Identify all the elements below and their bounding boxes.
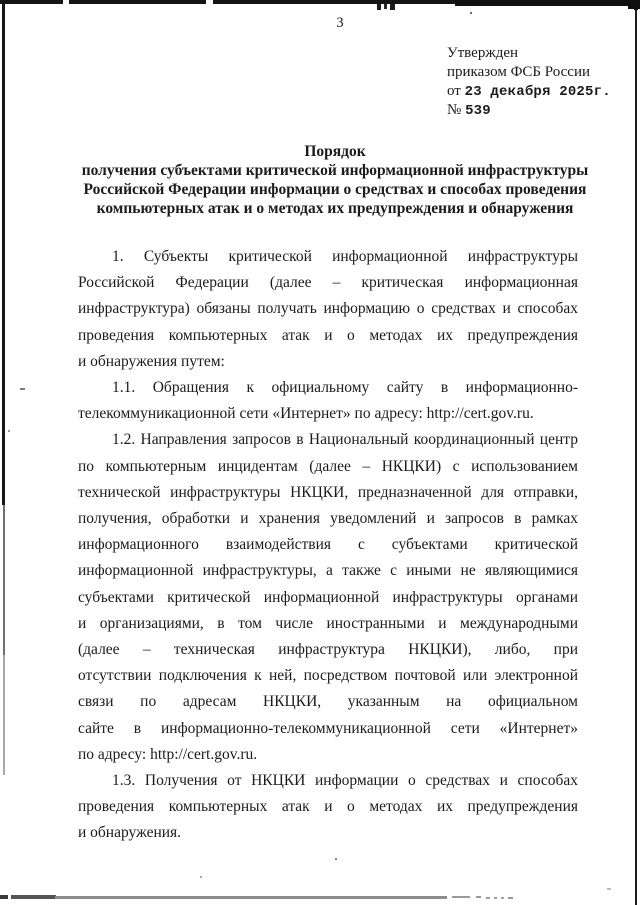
- scan-edge-top-thick: [455, 0, 640, 6]
- approval-line-date: [447, 82, 611, 102]
- scan-edge-notch: [206, 0, 213, 4]
- paragraph-line: 1.3. Получения от НКЦКИ информации о средствах и способах: [112, 772, 578, 790]
- scan-speck: [20, 388, 25, 390]
- title-line: компьютерных атак и о методах их предупреждения и обнаружения: [96, 199, 574, 217]
- scan-edge-bottom-dash: [494, 897, 497, 899]
- scan-speck: [335, 858, 337, 860]
- paragraph-line: телекоммуникационной сети «Интернет» по адресу: http://cert.gov.ru.: [78, 405, 534, 423]
- paragraph-line: информационной инфраструктуры, а также с иными не являющимися: [78, 562, 578, 580]
- scan-edge-tick: [390, 4, 395, 10]
- scan-speck: [8, 430, 10, 432]
- scan-edge-bottom-dash: [486, 897, 490, 899]
- paragraph-line: получения, обработки и хранения уведомлений и запросов в рамках: [78, 510, 578, 528]
- paragraph-line: технической инфраструктуры НКЦКИ, предназначенной для отправки,: [78, 483, 578, 501]
- scan-edge-tick: [377, 4, 381, 10]
- paragraph-line: Российской Федерации (далее – критическая информационная: [78, 274, 578, 292]
- title-line: получения субъектами критической информационной инфраструктуры: [81, 161, 589, 179]
- page-number: 3: [336, 15, 344, 31]
- scan-edge-bottom-dash: [476, 896, 481, 898]
- scan-edge-bottom-dash: [501, 897, 504, 899]
- paragraph-line: субъектами критической информационной инфраструктуры органами: [78, 588, 578, 606]
- paragraph-line: 1.1. Обращения к официальному сайту в информационно-: [112, 379, 578, 397]
- paragraph-line: 1. Субъекты критической информационной инфраструктуры: [112, 248, 578, 265]
- paragraph-line: проведения компьютерных атак и о методах их предупреждения: [78, 326, 578, 344]
- scan-speck: [470, 12, 472, 14]
- approval-date-prefix: от: [447, 82, 461, 99]
- scan-edge-bottom-dash: [452, 896, 470, 898]
- document-title: [68, 143, 602, 219]
- scan-speck: [607, 888, 611, 890]
- scan-edge-tick: [384, 4, 387, 9]
- scan-edge-bottom: [11, 895, 56, 899]
- paragraph-line: отсутствии подключения к ней, посредством почтовой или электронной: [78, 667, 578, 685]
- paragraph-line: связи по адресам НКЦКИ, указанным на официальном: [78, 693, 578, 711]
- approval-block: [447, 44, 611, 121]
- paragraph-line: и организациями, в том числе иностранными и международными: [78, 614, 578, 632]
- paragraph-line: и обнаружения путем:: [78, 352, 225, 370]
- paragraph-line: сайте в информационно-телекоммуникационной сети «Интернет»: [78, 719, 578, 737]
- title-line: Российской Федерации информации о средствах и способах проведения: [83, 180, 587, 198]
- scan-speck: [200, 876, 202, 878]
- approval-line-2: приказом ФСБ России: [447, 63, 590, 80]
- approval-line-1: Утвержден: [447, 45, 519, 61]
- approval-date-value: 23 декабря 2025г.: [464, 83, 611, 100]
- approval-line-number: [447, 101, 611, 121]
- title-line: Порядок: [304, 143, 366, 160]
- paragraph-line: (далее – техническая инфраструктура НКЦКИ), либо, при: [78, 641, 578, 659]
- paragraph-line: по компьютерным инцидентам (далее – НКЦКИ) с использованием: [78, 457, 578, 475]
- approval-number-value: 539: [465, 103, 491, 120]
- paragraph-line: по адресу: http://cert.gov.ru.: [78, 745, 258, 763]
- approval-number-prefix: №: [447, 102, 462, 119]
- scan-edge-bottom-dash: [508, 897, 513, 899]
- scan-edge-left: [2, 0, 5, 505]
- paragraph-line: инфраструктура) обязаны получать информацию о средствах и способах: [78, 300, 578, 318]
- paragraph-line: 1.2. Направления запросов в Национальный координационный центр: [112, 431, 578, 449]
- paragraph-line: информационного взаимодействия с субъектами критической: [78, 536, 578, 554]
- scan-edge-left-fade: [3, 505, 5, 655]
- scan-edge-right-top: [634, 0, 638, 10]
- paragraph-line: и обнаружения.: [78, 824, 182, 842]
- paragraph-line: проведения компьютерных атак и о методах их предупреждения: [78, 798, 578, 816]
- scan-edge-right: [635, 0, 637, 905]
- scan-edge-bottom: [0, 895, 8, 899]
- scan-edge-left-fade: [3, 655, 5, 775]
- document-body: [78, 244, 578, 847]
- scan-edge-notch: [63, 0, 69, 4]
- scan-edge-bottom: [55, 896, 447, 899]
